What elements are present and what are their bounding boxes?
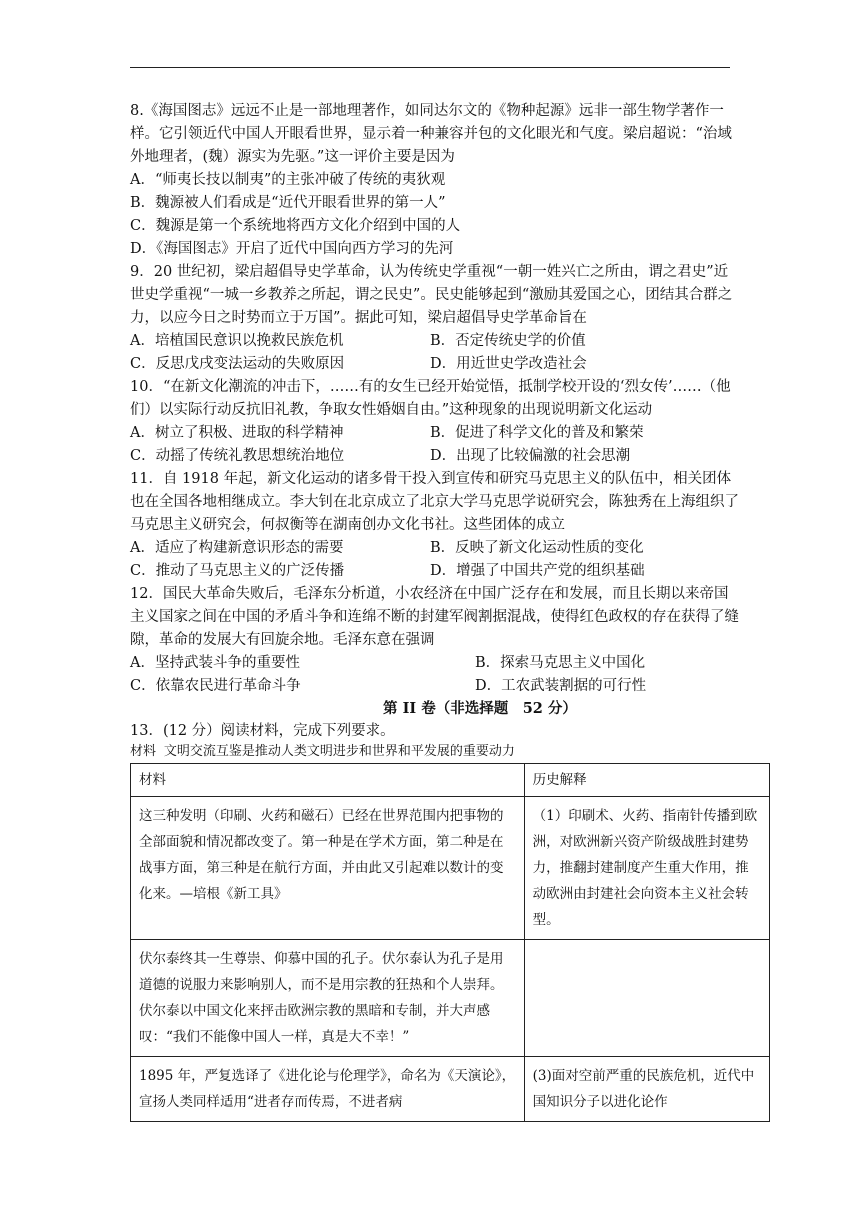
question-stem: 9．20 世纪初，梁启超倡导史学革命，认为传统史学重视“一朝一姓兴亡之所由，谓之君史”近世史学重视“一城一乡教养之所起，谓之民史”。民史能够起到“激励其爱国之心，团结其合群之力，以应今日之时势而立于万国”。据此可知，梁启超倡导史学革命旨在 bbox=[130, 264, 733, 326]
option-b: B．魏源被人们看成是“近代开眼看世界的第一人” bbox=[130, 195, 446, 211]
question-10 bbox=[130, 376, 740, 468]
option-a: A．培植国民意识以挽救民族危机 bbox=[130, 333, 344, 349]
table-row bbox=[131, 1057, 770, 1122]
explanation-cell-blank bbox=[524, 940, 769, 1057]
question-13 bbox=[130, 720, 758, 1122]
table-row bbox=[131, 797, 770, 940]
option-b: B．促进了科学文化的普及和繁荣 bbox=[430, 425, 644, 441]
exam-page bbox=[130, 100, 758, 1122]
material-cell: 1895 年，严复选译了《进化论与伦理学》，命名为《天演论》，宣扬人类同样适用“进者存而传焉，不进者病 bbox=[131, 1057, 525, 1122]
option-b: B．否定传统史学的价值 bbox=[430, 333, 586, 349]
question-stem: 10．“在新文化潮流的冲击下，……有的女生已经开始觉悟，抵制学校开设的‘烈女传’……（他们）以实际行动反抗旧礼教，争取女性婚姻自由。”这种现象的出现说明新文化运动 bbox=[130, 379, 731, 418]
question-9 bbox=[130, 261, 740, 376]
option-a: A．适应了构建新意识形态的需要 bbox=[130, 540, 344, 556]
option-a: A．“师夷长技以制夷”的主张冲破了传统的夷狄观 bbox=[130, 172, 446, 188]
question-12 bbox=[130, 583, 740, 698]
option-a: A．树立了积极、进取的科学精神 bbox=[130, 425, 344, 441]
table-header-row bbox=[131, 764, 770, 797]
option-b: B．反映了新文化运动性质的变化 bbox=[430, 540, 644, 556]
material-cell: 伏尔泰终其一生尊崇、仰慕中国的孔子。伏尔泰认为孔子是用道德的说服力来影响别人，而不是用宗教的狂热和个人崇拜。伏尔泰以中国文化来抨击欧洲宗教的黑暗和专制，并大声感叹：“我们不能像中国人一样，真是大不幸！” bbox=[131, 940, 525, 1057]
option-a: A．坚持武装斗争的重要性 bbox=[130, 655, 300, 671]
option-d: D．出现了比较偏激的社会思潮 bbox=[430, 448, 631, 464]
explanation-cell: (3)面对空前严重的民族危机，近代中国知识分子以进化论作 bbox=[524, 1057, 769, 1122]
option-c: C．依靠农民进行革命斗争 bbox=[130, 678, 301, 694]
option-c: C．推动了马克思主义的广泛传播 bbox=[130, 563, 345, 579]
question-stem: 12．国民大革命失败后，毛泽东分析道，小农经济在中国广泛存在和发展，而且长期以来帝国主义国家之间在中国的矛盾斗争和连绵不断的封建军阀割据混战，使得红色政权的存在获得了缝隙，革命的发展大有回旋余地。毛泽东意在强调 bbox=[130, 586, 739, 648]
material-cell: 这三种发明（印刷、火药和磁石）已经在世界范围内把事物的全部面貌和情况都改变了。第一种是在学术方面，第二种是在战事方面，第三种是在航行方面，并由此又引起难以数计的变化来。—培根《新工具》 bbox=[131, 797, 525, 940]
question-stem: 11．自 1918 年起，新文化运动的诸多骨干投入到宣传和研究马克思主义的队伍中，相关团体也在全国各地相继成立。李大钊在北京成立了北京大学马克思学说研究会，陈独秀在上海组织了马克思主义研究会，何叔衡等在湖南创办文化书社。这些团体的成立 bbox=[130, 471, 739, 533]
option-d: D．用近世史学改造社会 bbox=[430, 356, 587, 372]
option-d: D．工农武装割据的可行性 bbox=[475, 678, 647, 694]
question-stem: 13．(12 分）阅读材料，完成下列要求。 bbox=[130, 723, 395, 739]
material-table bbox=[130, 763, 770, 1122]
column-header-material: 材料 bbox=[131, 764, 525, 797]
question-stem: 8.《海国图志》远远不止是一部地理著作，如同达尔文的《物种起源》远非一部生物学著作一样。它引领近代中国人开眼看世界，显示着一种兼容并包的文化眼光和气度。梁启超说：“治域外地理者，(魏）源实为先驱。”这一评价主要是因为 bbox=[130, 103, 732, 165]
option-b: B．探索马克思主义中国化 bbox=[475, 655, 646, 671]
option-d: D．《海国图志》开启了近代中国向西方学习的先河 bbox=[130, 241, 454, 257]
option-c: C．魏源是第一个系统地将西方文化介绍到中国的人 bbox=[130, 218, 461, 234]
question-11 bbox=[130, 468, 740, 583]
option-d: D．增强了中国共产党的组织基础 bbox=[430, 563, 645, 579]
explanation-cell: （1）印刷术、火药、指南针传播到欧洲，对欧洲新兴资产阶级战胜封建势力，推翻封建制度产生重大作用，推动欧洲由封建社会向资本主义社会转型。 bbox=[524, 797, 769, 940]
section-title: 第 II 卷（非选择题 52 分） bbox=[383, 700, 577, 717]
header-rule bbox=[130, 67, 730, 68]
question-8 bbox=[130, 100, 740, 261]
option-c: C．反思戊戌变法运动的失败原因 bbox=[130, 356, 345, 372]
table-row bbox=[131, 940, 770, 1057]
option-c: C．动摇了传统礼教思想统治地位 bbox=[130, 448, 345, 464]
material-title: 材料 文明交流互鉴是推动人类文明进步和世界和平发展的重要动力 bbox=[130, 744, 515, 759]
column-header-explanation: 历史解释 bbox=[524, 764, 769, 797]
